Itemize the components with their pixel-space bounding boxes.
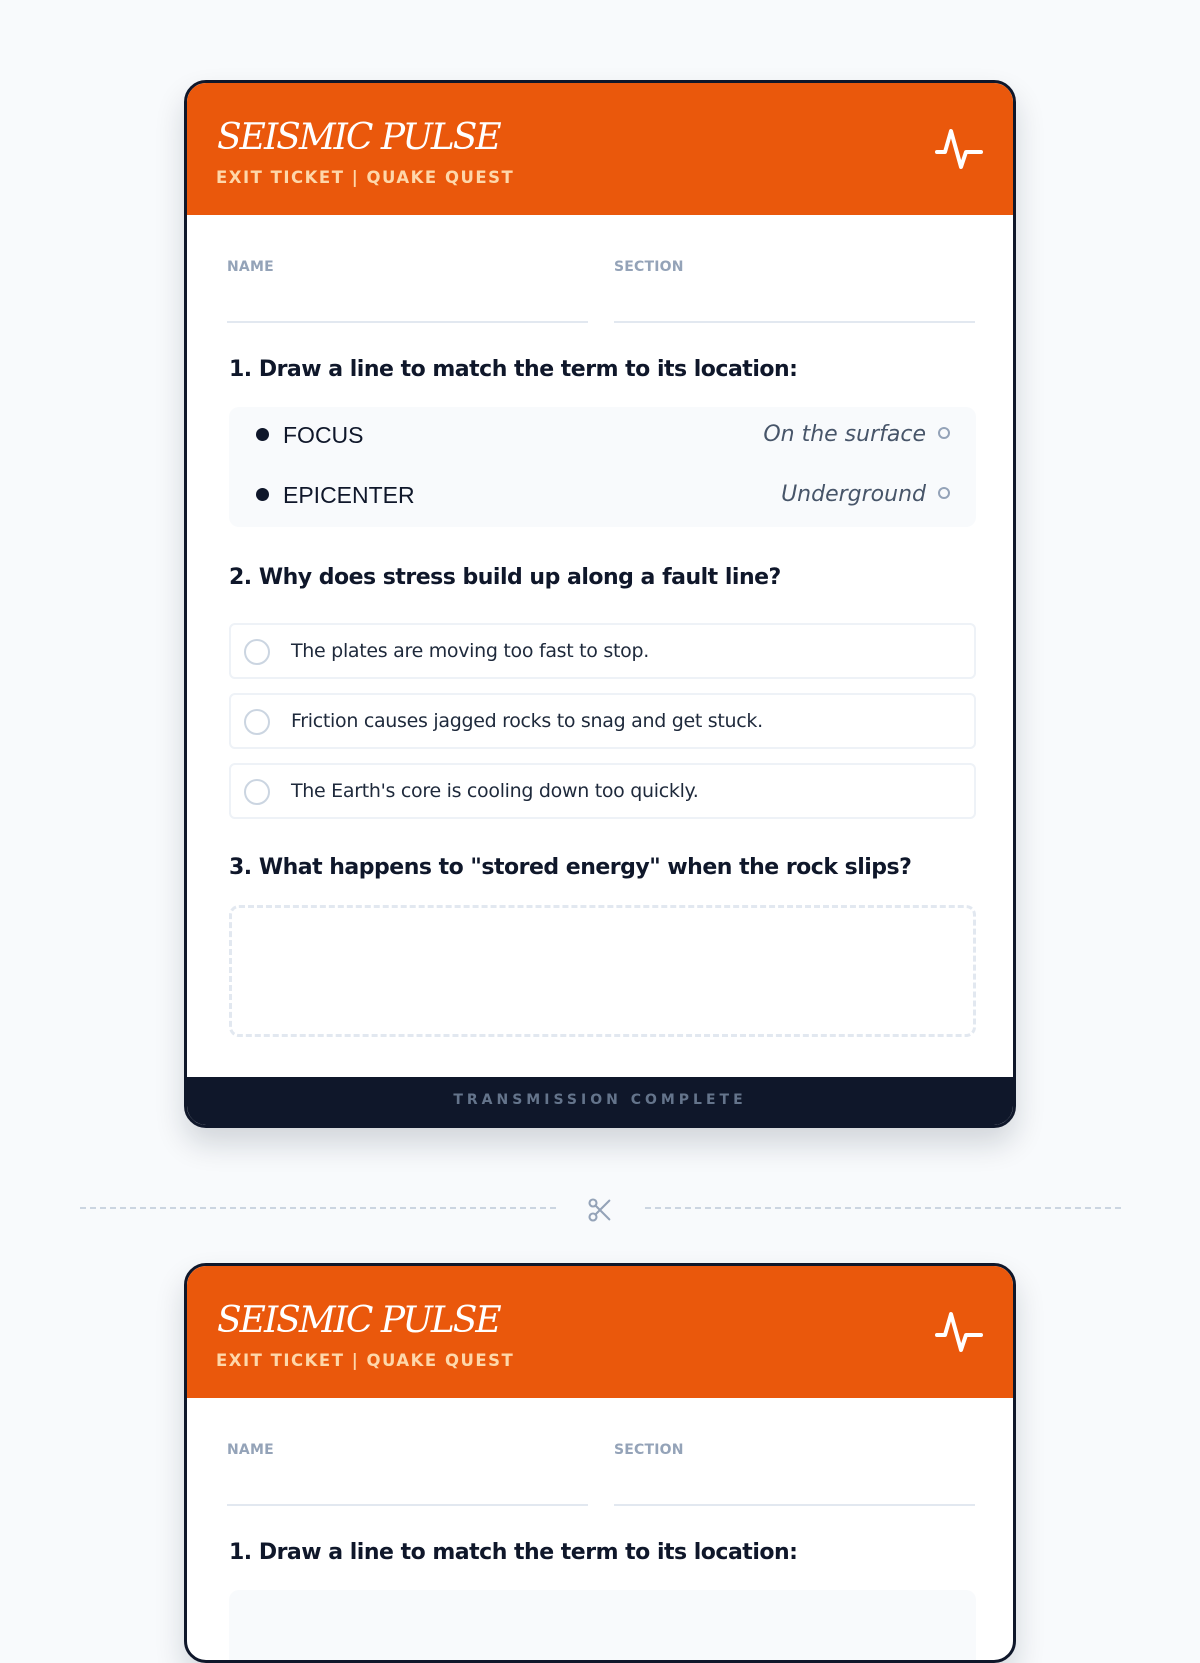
answer-option[interactable] xyxy=(229,623,976,679)
answer-option-text: The plates are moving too fast to stop. xyxy=(291,640,649,662)
scissors-icon xyxy=(586,1196,614,1224)
written-answer-box[interactable] xyxy=(229,905,976,1037)
name-label: NAME xyxy=(227,1442,274,1458)
location-ring-icon xyxy=(938,487,950,499)
answer-option-text: The Earth's core is cooling down too quickly. xyxy=(291,780,699,802)
answer-option-text: Friction causes jagged rocks to snag and get stuck. xyxy=(291,710,763,732)
name-field[interactable] xyxy=(227,321,588,323)
radio-icon[interactable] xyxy=(244,779,270,805)
match-term-label: EPICENTER xyxy=(283,482,415,508)
exit-ticket-card xyxy=(184,80,1016,1128)
name-field[interactable] xyxy=(227,1504,588,1506)
ticket-header xyxy=(187,1266,1013,1398)
ticket-subtitle: EXIT TICKET | QUAKE QUEST xyxy=(216,168,515,187)
pulse-icon xyxy=(935,125,983,173)
match-term-focus[interactable] xyxy=(256,422,364,449)
match-term-label: FOCUS xyxy=(283,422,364,448)
term-dot-icon xyxy=(256,428,269,441)
question-1-title: 1. Draw a line to match the term to its location: xyxy=(229,1540,798,1565)
matching-panel xyxy=(229,407,976,527)
match-location-underground[interactable] xyxy=(781,482,950,507)
match-location-surface[interactable] xyxy=(763,422,950,447)
section-label: SECTION xyxy=(614,259,684,275)
ticket-footer: TRANSMISSION COMPLETE xyxy=(187,1077,1013,1125)
answer-option[interactable] xyxy=(229,693,976,749)
ticket-title: SEISMIC PULSE xyxy=(217,117,500,158)
section-label: SECTION xyxy=(614,1442,684,1458)
matching-panel xyxy=(229,1590,976,1663)
ticket-subtitle: EXIT TICKET | QUAKE QUEST xyxy=(216,1351,515,1370)
radio-icon[interactable] xyxy=(244,639,270,665)
answer-option[interactable] xyxy=(229,763,976,819)
term-dot-icon xyxy=(256,488,269,501)
question-3-title: 3. What happens to "stored energy" when the rock slips? xyxy=(229,855,912,880)
match-term-epicenter[interactable] xyxy=(256,482,415,509)
section-field[interactable] xyxy=(614,1504,975,1506)
match-location-label: On the surface xyxy=(763,422,926,447)
radio-icon[interactable] xyxy=(244,709,270,735)
cut-line-right xyxy=(645,1207,1121,1209)
location-ring-icon xyxy=(938,427,950,439)
exit-ticket-card xyxy=(184,1263,1016,1663)
ticket-header xyxy=(187,83,1013,215)
question-1-title: 1. Draw a line to match the term to its location: xyxy=(229,357,798,382)
match-location-label: Underground xyxy=(781,482,926,507)
ticket-title: SEISMIC PULSE xyxy=(217,1300,500,1341)
pulse-icon xyxy=(935,1308,983,1356)
question-2-title: 2. Why does stress build up along a fault line? xyxy=(229,565,781,590)
name-label: NAME xyxy=(227,259,274,275)
section-field[interactable] xyxy=(614,321,975,323)
cut-line-left xyxy=(80,1207,556,1209)
